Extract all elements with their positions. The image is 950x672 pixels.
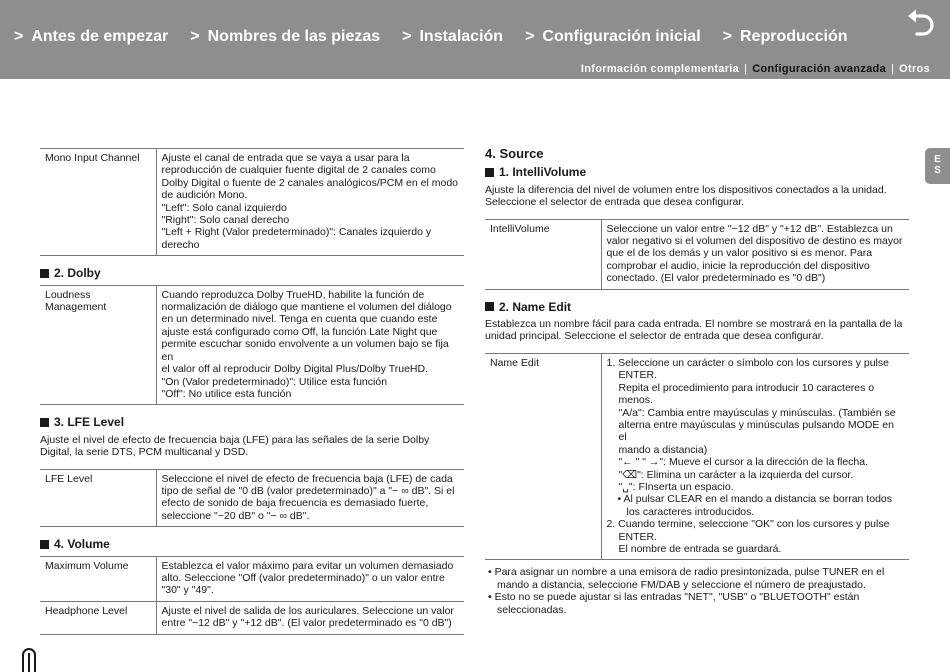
text-line: Establezca el valor máximo para evitar un volumen demasiado (161, 559, 454, 572)
setting-name: IntelliVolume (485, 219, 601, 289)
setting-description (156, 285, 464, 405)
setting-description (156, 469, 464, 527)
heading-text: 2. Name Edit (499, 299, 572, 314)
text-line: "← " " →": Mueve el cursor a la dirección de la flecha. (618, 456, 869, 469)
subnav-otros[interactable]: Otros (899, 63, 930, 75)
subnav-configuracion-avanzada[interactable]: Configuración avanzada (752, 63, 886, 75)
square-bullet-icon (40, 269, 49, 278)
setting-name: Headphone Level (40, 601, 156, 634)
text-line: Seleccione el nivel de efecto de frecuencia baja (LFE) de cada (161, 472, 453, 485)
text-line: alterna entre mayúsculas y minúsculas pulsando MODE en el (618, 418, 894, 444)
table-row (40, 149, 464, 256)
heading-text: 1. IntelliVolume (499, 165, 587, 180)
text-line: Seleccione un valor entre "−12 dB" y "+12 dB". Establezca un (606, 222, 893, 235)
square-bullet-icon (40, 540, 49, 549)
setting-description (156, 601, 464, 634)
nav-label: Antes de empezar (31, 28, 169, 45)
heading-text: 3. LFE Level (54, 415, 125, 430)
setting-description (601, 353, 909, 560)
nav-label: Nombres de las piezas (207, 28, 381, 45)
top-navigation-bar (0, 0, 950, 79)
nav-label: Instalación (419, 28, 504, 45)
nav-label: Configuración inicial (542, 28, 701, 45)
text-line: Repita el procedimiento para introducir 10 caracteres o (618, 381, 875, 394)
setting-name: Mono Input Channel (40, 149, 156, 256)
setting-name: Maximum Volume (40, 556, 156, 601)
text-line: "On (Valor predeterminado)": Utilice esta función (161, 375, 388, 388)
text-line: entre "−12 dB" y "+12 dB". (El valor predeterminado es "0 dB") (161, 617, 452, 630)
text-line: efecto de sonido de baja frecuencia es demasiado fuerte, (161, 497, 429, 510)
note-item: • Esto no se puede ajustar si las entradas "NET", "USB" o "BLUETOOTH" están seleccionadas. (488, 591, 860, 616)
back-arrow-icon[interactable] (905, 8, 937, 38)
text-line: Dolby Digital o fuente de 2 canales analógicos/PCM en el modo (161, 176, 459, 189)
text-line: ENTER. (618, 369, 658, 382)
setting-name (40, 285, 156, 405)
section-description: Ajuste el nivel de efecto de frecuencia baja (LFE) para las señales de la serie Dolby Digital, la serie DTS, PCM multicanal y DSD. (40, 433, 430, 459)
square-bullet-icon (40, 418, 49, 427)
section-title-source: 4. Source (485, 146, 544, 161)
settings-table-volume (40, 556, 464, 635)
table-row (40, 556, 464, 601)
sub-navigation (581, 63, 930, 75)
setting-name: Name Edit (485, 353, 601, 560)
text-line: el valor off al reproducir Dolby Digital Plus/Dolby TrueHD. (161, 363, 428, 376)
heading-volume (40, 538, 464, 550)
text-line: conectado. (El valor predeterminado es "0 dB") (606, 272, 826, 285)
heading-text: 2. Dolby (54, 266, 101, 281)
text-line: Loudness (45, 288, 91, 301)
page-marker-icon (22, 648, 36, 672)
section-description: Establezca un nombre fácil para cada entrada. El nombre se mostrará en la pantalla de la unidad principal. Seleccione el selector de entrada que desea configurar. (485, 318, 903, 343)
setting-name: LFE Level (40, 469, 156, 527)
nav-arrow: > (722, 28, 732, 45)
text-line: mando a distancia) (618, 443, 708, 456)
bullet-item: • Al pulsar CLEAR en el mando a distancia se borran todos los caracteres introducidos. (617, 493, 892, 518)
text-line: ENTER. (618, 530, 658, 543)
text-line: "30" y "49". (161, 584, 214, 597)
settings-table-dolby (40, 285, 464, 406)
text-line: de audición Mono. (161, 189, 248, 202)
text-line: en un determinado nivel. Tenga en cuenta que cuando este (161, 313, 438, 326)
heading-dolby (40, 267, 464, 279)
step-line: 1. Seleccione un carácter o símbolo con los cursores y pulse (606, 356, 889, 369)
text-line: "Left": Solo canal izquierdo (161, 201, 287, 214)
text-line: ajuste está configurado como Off, la función Late Night que (161, 325, 438, 338)
nav-instalacion[interactable] (402, 28, 503, 46)
table-row (485, 219, 909, 289)
heading-intellivolume (485, 166, 909, 178)
settings-table-intellivolume (485, 219, 909, 290)
left-column (40, 148, 464, 635)
notes-list (485, 566, 909, 616)
text-line: "Left + Right (Valor predeterminado)": Canales izquierdo y (161, 226, 432, 239)
text-line: El nombre de entrada se guardará. (618, 542, 782, 555)
settings-table-lfe (40, 469, 464, 528)
table-row (40, 469, 464, 527)
section-description: Ajuste la diferencia del nivel de volumen entre los dispositivos conectados a la unidad. Seleccione el selector de entrada que desea configurar. (485, 183, 887, 209)
text-line: comprobar el audio, inicie la reproducción del dispositivo (606, 259, 870, 272)
note-item: • Para asignar un nombre a una emisora de radio presintonizada, pulse TUNER en el mando a distancia, seleccione FM/DAB y seleccione el número de preajustado. (488, 566, 885, 591)
text-line: alto. Seleccione "Off (valor predeterminado)" o un valor entre (161, 571, 445, 584)
square-bullet-icon (485, 302, 494, 311)
setting-description (156, 556, 464, 601)
text-line: derecho (161, 238, 200, 251)
table-row (40, 601, 464, 634)
nav-arrow: > (190, 28, 200, 45)
text-line: tipo de señal de "0 dB (valor predeterminado)" a "− ∞ dB". Si el (161, 484, 455, 497)
nav-antes-de-empezar[interactable] (14, 28, 168, 46)
table-row (40, 285, 464, 405)
text-line: seleccione "−20 dB" o "− ∞ dB". (161, 509, 310, 522)
setting-description (601, 219, 909, 289)
subnav-separator: | (744, 63, 748, 75)
settings-table-name-edit (485, 353, 909, 561)
settings-table-mono (40, 148, 464, 256)
nav-nombres-de-las-piezas[interactable] (190, 28, 380, 46)
right-column (485, 148, 909, 616)
subnav-separator: | (890, 63, 895, 75)
subnav-informacion-complementaria[interactable]: Información complementaria (580, 63, 740, 75)
lang-letter: S (934, 165, 941, 176)
heading-name-edit (485, 301, 909, 313)
text-line: menos. (618, 394, 653, 407)
text-line: Ajuste el nivel de salida de los auriculares. Seleccione un valor (161, 604, 454, 617)
nav-arrow: > (525, 28, 535, 45)
text-line: valor negativo si el volumen del dispositivo de destino es mayor (606, 235, 903, 248)
heading-text: 4. Volume (54, 537, 110, 552)
table-row (485, 353, 909, 560)
text-line: "Right": Solo canal derecho (161, 214, 290, 227)
text-line: reproducción de cualquier fuente digital de 2 canales como (161, 164, 436, 177)
heading-lfe-level (40, 416, 464, 428)
text-line: Management (45, 301, 107, 314)
nav-arrow: > (14, 28, 24, 45)
text-line: permite escuchar sonido envolvente a un volumen bajo se fija en (161, 338, 449, 363)
square-bullet-icon (485, 168, 494, 177)
step-line: 2. Cuando termine, seleccione "OK" con los cursores y pulse (606, 518, 890, 531)
nav-configuracion-inicial[interactable] (525, 28, 701, 46)
chapter-nav (14, 28, 870, 46)
text-line: "Off": No utilice esta función (161, 387, 292, 400)
text-line: que el de los demás y un valor positivo si es menor. Para (606, 247, 873, 260)
lang-letter: E (934, 154, 941, 165)
setting-description (156, 149, 464, 256)
nav-label: Reproducción (739, 28, 848, 45)
text-line: Cuando reproduzca Dolby TrueHD, habilite la función de (161, 288, 425, 301)
text-line: Ajuste el canal de entrada que se vaya a usar para la (161, 152, 410, 164)
language-tab[interactable] (925, 148, 950, 184)
text-line: "A/a": Cambia entre mayúsculas y minúsculas. (También se (618, 406, 896, 419)
nav-arrow: > (402, 28, 412, 45)
text-line: normalización de diálogo que mantiene el volumen del diálogo (161, 301, 452, 314)
nav-reproduccion[interactable] (723, 28, 848, 46)
text-line: "␣": FInserta un espacio. (618, 480, 734, 493)
text-line: "⌫": Elimina un carácter a la izquierda del cursor. (618, 468, 854, 481)
